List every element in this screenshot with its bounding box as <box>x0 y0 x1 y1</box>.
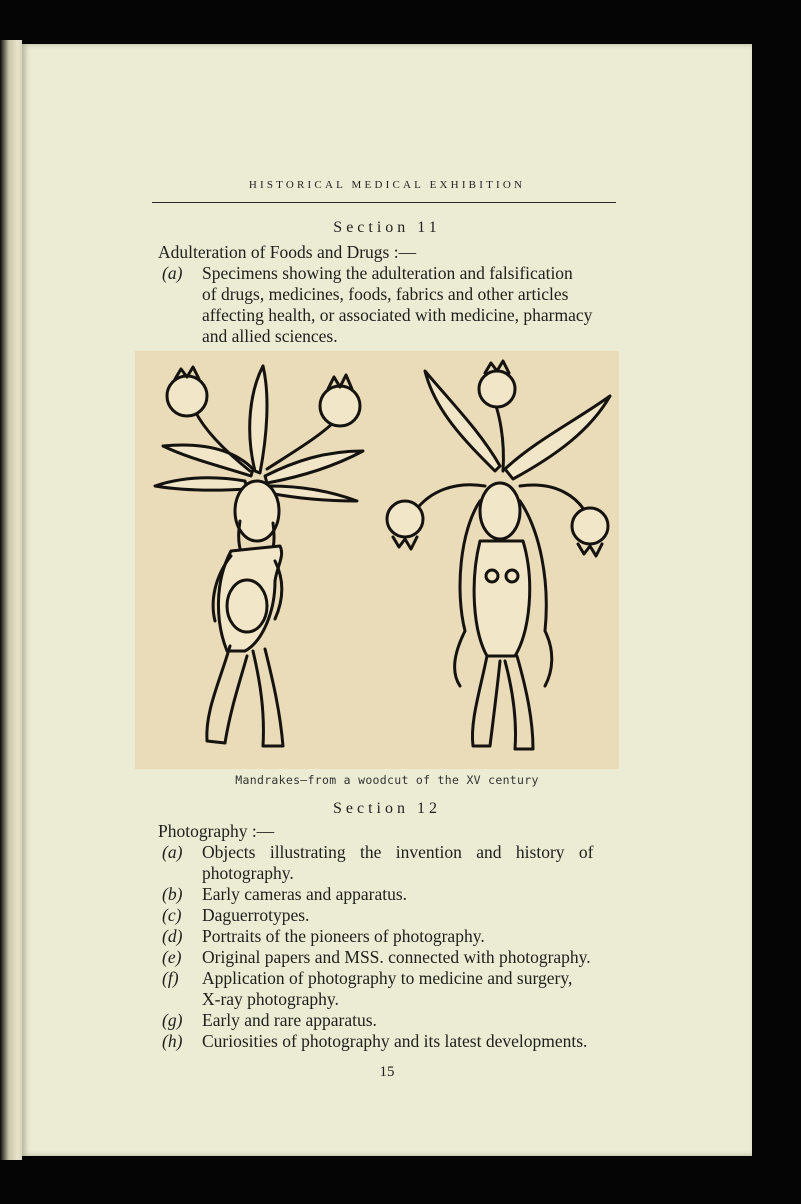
section-11-item-a <box>162 263 622 353</box>
section-11-heading: Section 11 <box>333 219 441 236</box>
item-label: (g) <box>162 1010 183 1030</box>
header-rule <box>152 202 616 203</box>
item-label: (e) <box>162 947 182 967</box>
item-label: (a) <box>162 263 183 283</box>
running-head: HISTORICAL MEDICAL EXHIBITION <box>248 179 526 191</box>
section-12-item-d <box>162 926 622 947</box>
item-label: (h) <box>162 1031 183 1051</box>
item-label: (c) <box>162 905 182 925</box>
section-11-title: Adulteration of Foods and Drugs :— <box>158 242 417 262</box>
item-line: Specimens showing the adulteration and falsification <box>202 263 573 283</box>
item-line: Daguerrotypes. <box>202 905 310 925</box>
section-12-heading: Section 12 <box>333 800 441 817</box>
item-line: Objects illustrating the invention and history of <box>202 842 594 862</box>
item-line: and allied sciences. <box>202 326 338 346</box>
section-12-item-e <box>162 947 632 968</box>
mandrake-woodcut-image <box>135 351 619 769</box>
item-line: X-ray photography. <box>202 989 339 1009</box>
book-page <box>22 44 752 1156</box>
adjacent-page-edge <box>0 40 22 1160</box>
section-12-item-b <box>162 884 622 905</box>
section-12-title: Photography :— <box>158 821 275 841</box>
section-12-item-f <box>162 968 632 1010</box>
item-line: Portraits of the pioneers of photography. <box>202 926 485 946</box>
section-12-item-g <box>162 1010 622 1031</box>
figure-caption: Mandrakes—from a woodcut of the XV century <box>235 773 539 787</box>
item-line: Early and rare apparatus. <box>202 1010 377 1030</box>
item-label: (b) <box>162 884 183 904</box>
section-12-item-a <box>162 842 622 883</box>
item-line: Curiosities of photography and its latest developments. <box>202 1031 588 1051</box>
item-label: (a) <box>162 842 183 862</box>
item-label: (f) <box>162 968 179 988</box>
item-line: Original papers and MSS. connected with photography. <box>202 947 591 967</box>
item-label: (d) <box>162 926 183 946</box>
section-12-item-h <box>162 1031 632 1052</box>
item-line: of drugs, medicines, foods, fabrics and other articles <box>202 284 569 304</box>
page-number: 15 <box>379 1064 395 1080</box>
item-line: affecting health, or associated with medicine, pharmacy <box>202 305 593 325</box>
item-line: Application of photography to medicine and surgery, <box>202 968 573 988</box>
item-line: photography. <box>202 863 294 883</box>
section-12-item-c <box>162 905 622 926</box>
item-line: Early cameras and apparatus. <box>202 884 408 904</box>
